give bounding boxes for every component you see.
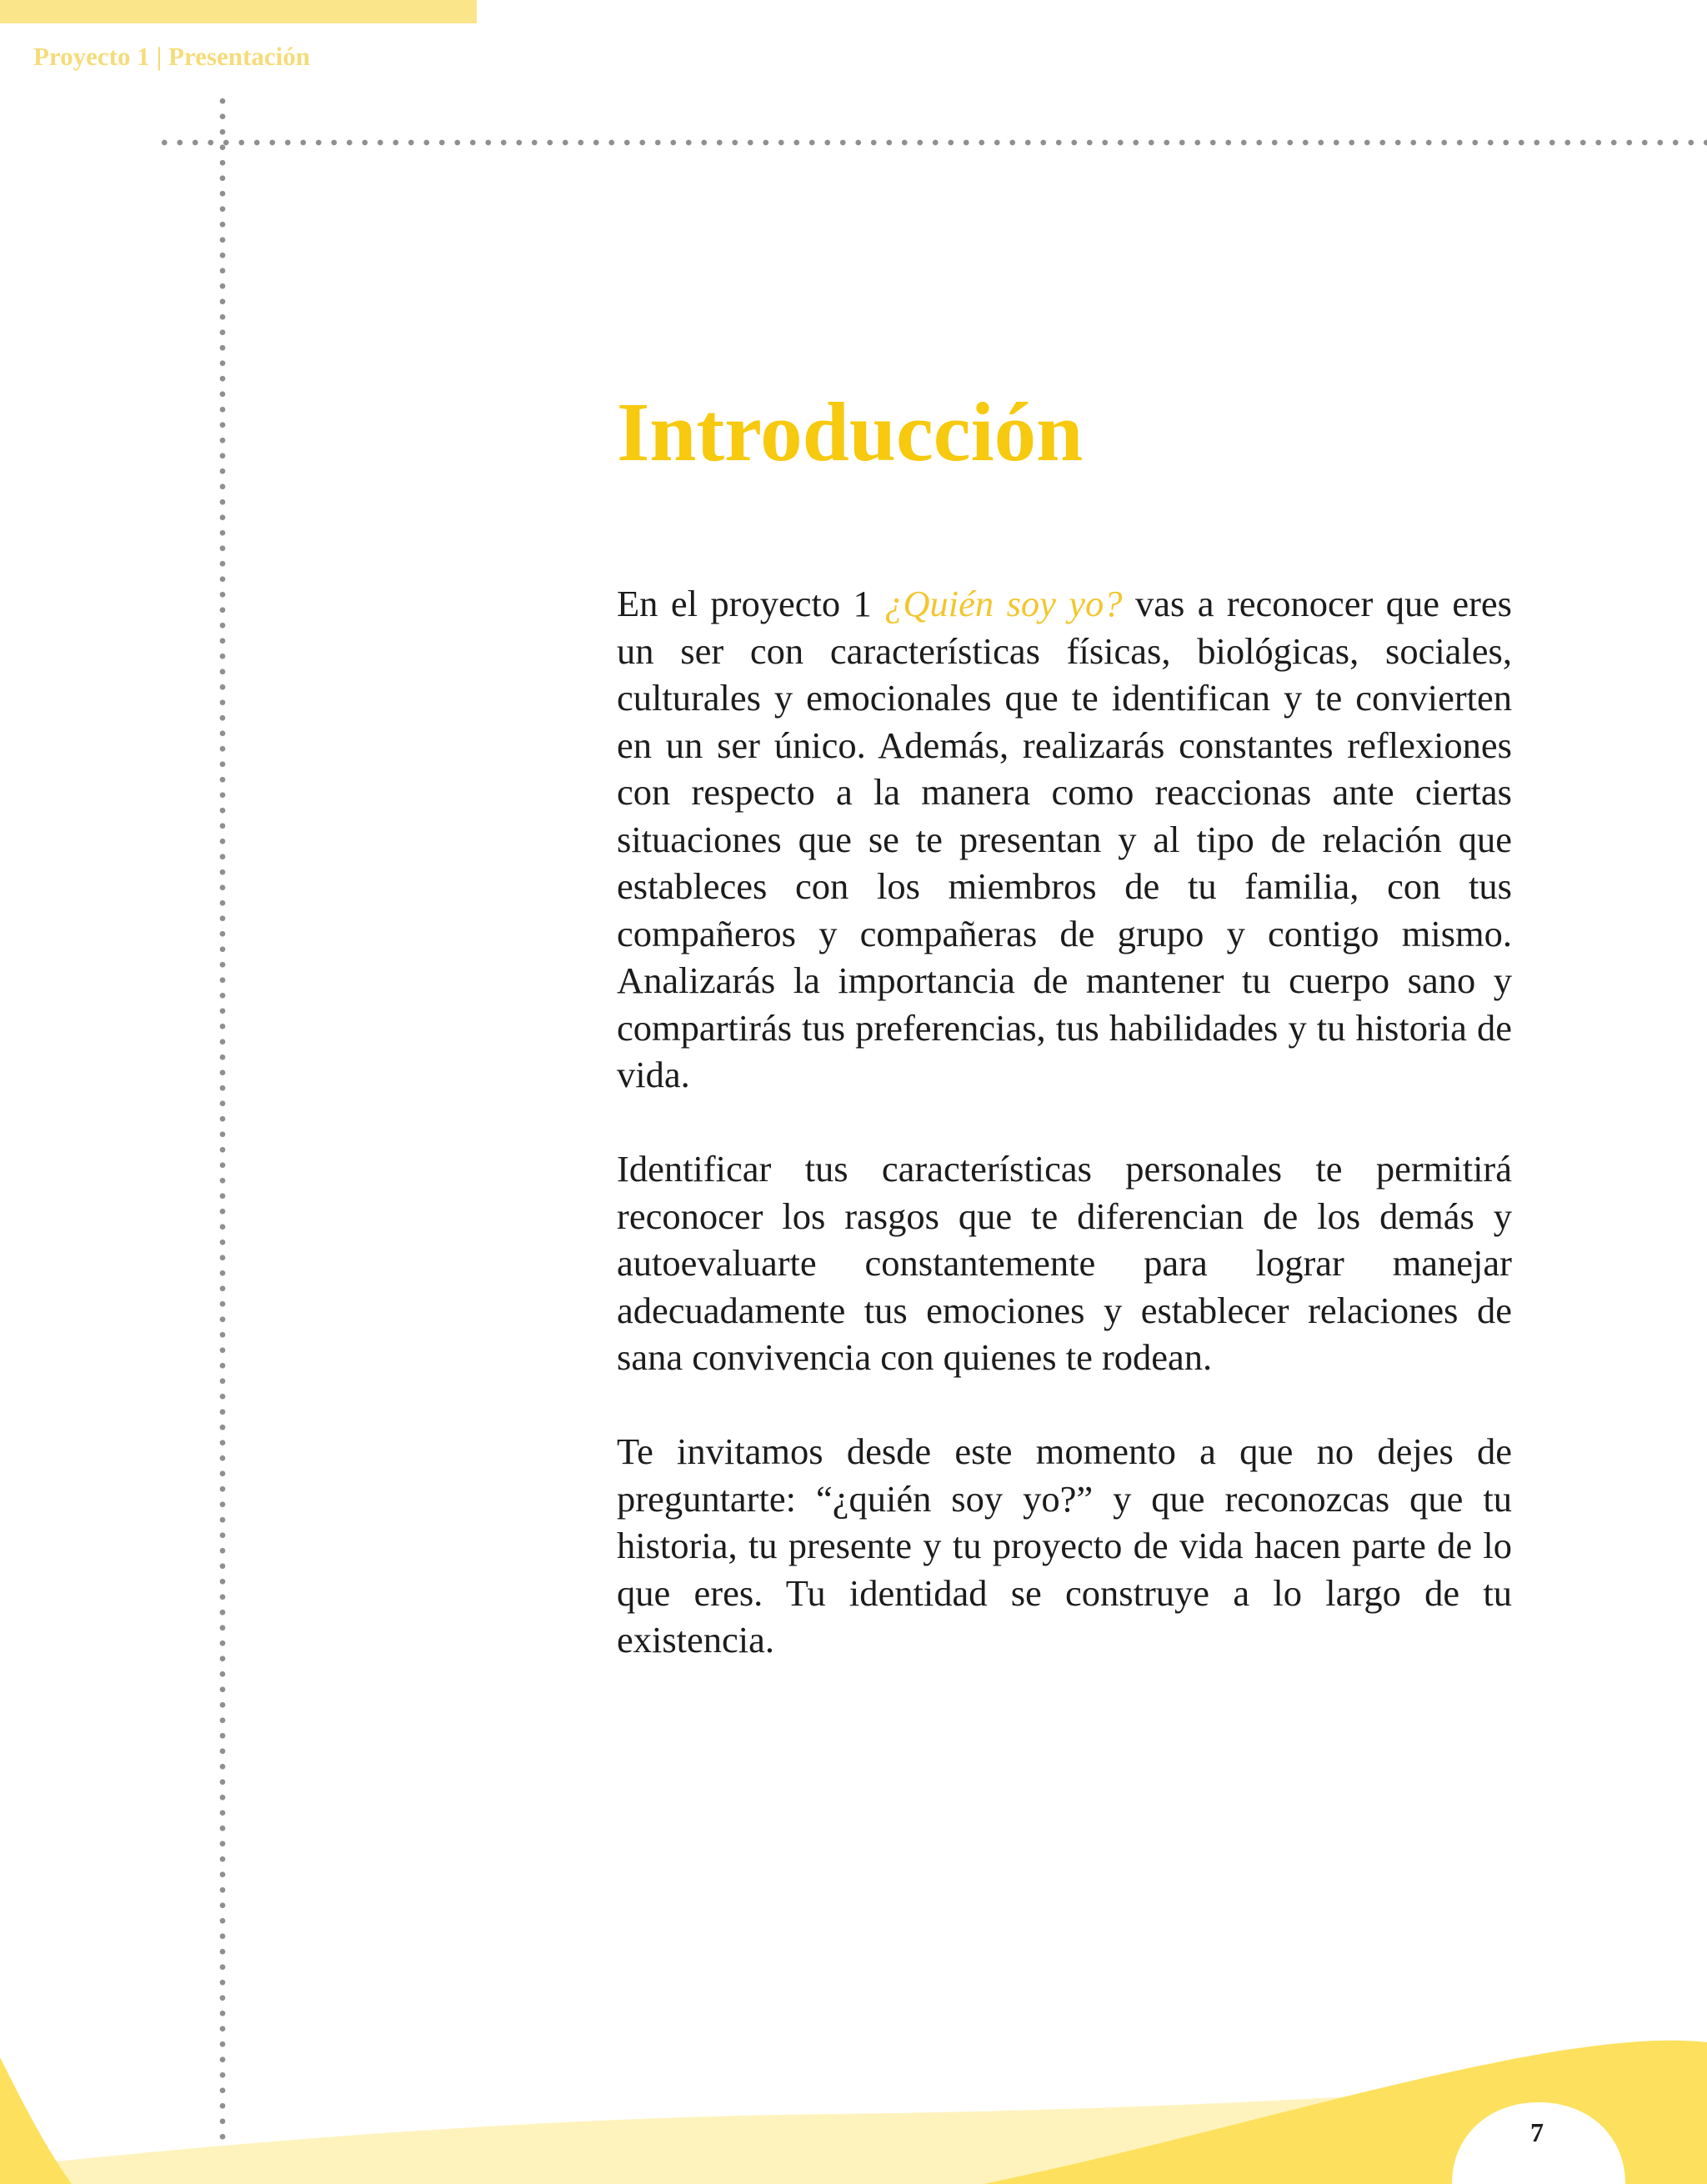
paragraph-invitation: Te invitamos desde este momento a que no dejes de preguntarte: “¿quién soy yo?” y que reconozcas que tu historia, tu presente y tu proyecto de vida hacen parte de lo que eres. Tu identidad se construye a lo largo de tu existencia. xyxy=(617,1430,1512,1661)
body-text xyxy=(617,580,1512,1711)
project-title-highlight: ¿Quién soy yo? xyxy=(884,583,1123,624)
paragraph-intro: En el proyecto 1 ¿Quién soy yo? vas a reconocer que eres un ser con características físicas, biológicas, sociales, culturales y emocionales que te identifican y te convierten en un ser único. Además, realizarás constantes reflexiones con respecto a la manera como reaccionas ante ciertas situaciones que se te presentan y al tipo de relación que estableces con los miembros de tu familia, con tus compañeros y compañeras de grupo y contigo mismo. Analizarás la importancia de mantener tu cuerpo sano y compartirás tus preferencias, tus habilidades y tu historia de vida. xyxy=(617,583,1512,1095)
paragraph-characteristics: Identificar tus características personales te permitirá reconocer los rasgos que te diferencian de los demás y autoevaluarte constantemente para lograr manejar adecuadamente tus emociones y establecer relaciones de sana convivencia con quienes te rodean. xyxy=(617,1148,1512,1378)
page-title: Introducción xyxy=(617,385,1084,478)
running-header: Proyecto 1 | Presentación xyxy=(33,42,310,71)
page-number: 7 xyxy=(1530,2117,1544,2147)
